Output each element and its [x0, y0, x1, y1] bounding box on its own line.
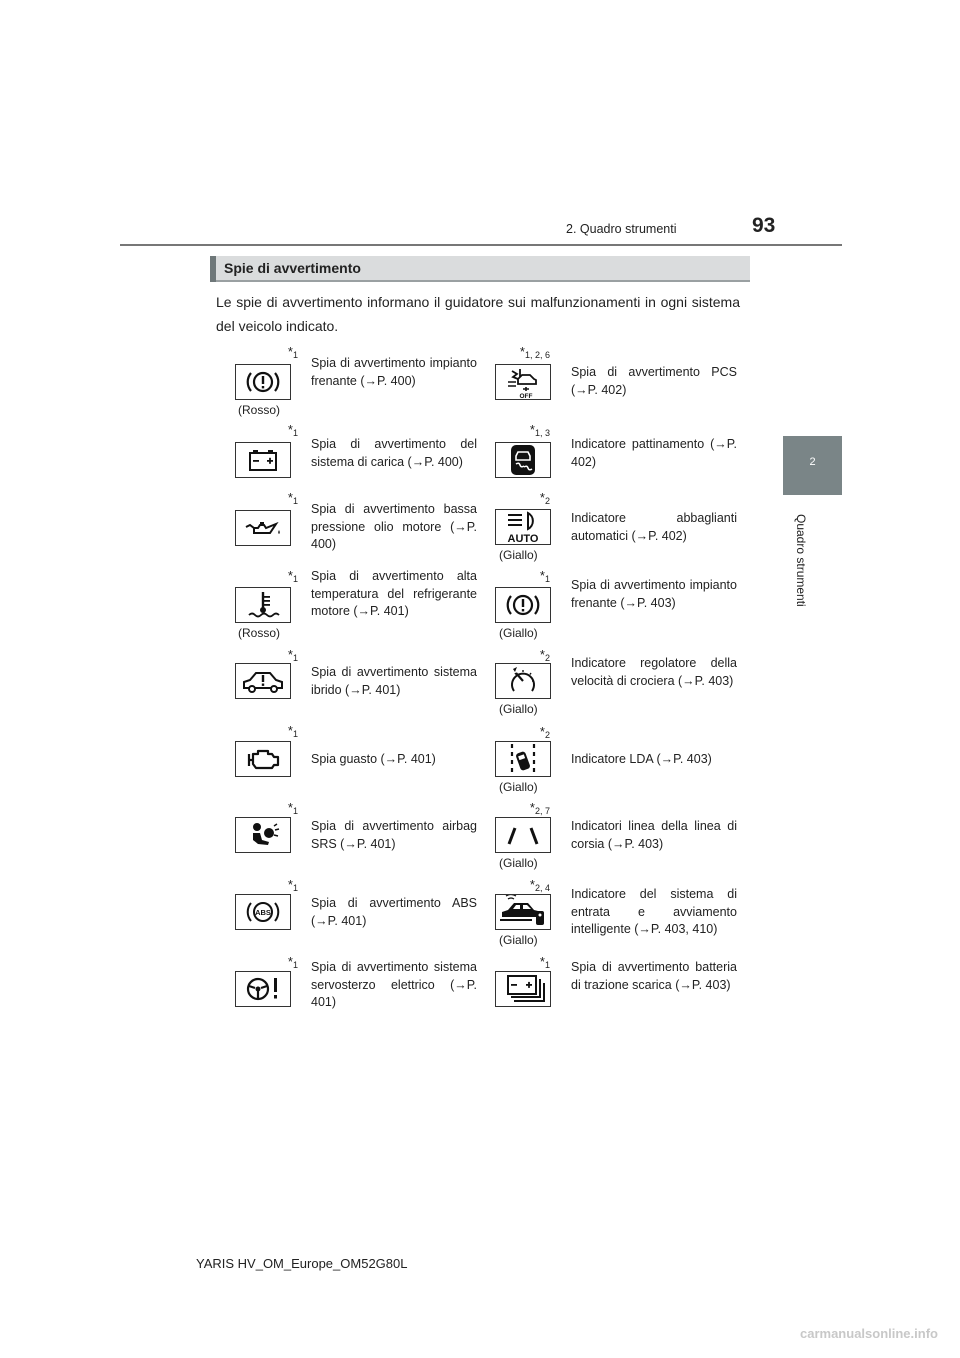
- footnote-mark: $*_1$: [539, 568, 550, 584]
- footnote-mark: $*_1$: [287, 800, 298, 816]
- footnote-mark: $*_{2, 7}$: [529, 800, 550, 816]
- banner-title: Spie di avvertimento: [224, 260, 361, 276]
- indicator-description: Indicatore del sistema di entrata e avviamento intelligente (→P. 403, 410): [571, 887, 737, 936]
- svg-text:AUTO: AUTO: [507, 533, 539, 544]
- footnote-mark: $*_{1, 3}$: [529, 422, 550, 438]
- color-note: (Rosso): [238, 626, 281, 640]
- check-engine-icon: [235, 741, 291, 777]
- indicator-description: Indicatore pattinamento (→P. 402): [571, 437, 737, 469]
- footnote-mark: $*_2$: [539, 724, 550, 740]
- chapter-label: Quadro strumenti: [794, 514, 808, 607]
- indicator-description: Spia di avvertimento ABS (→P. 401): [311, 896, 477, 928]
- header-rule: [120, 244, 842, 246]
- footnote-mark: $*_2$: [539, 647, 550, 663]
- footnote-mark: $*_1$: [287, 647, 298, 663]
- indicator-description: Spia di avvertimento bassa pressione olio motore (→P. 400): [311, 502, 477, 551]
- color-note: (Giallo): [499, 856, 538, 870]
- smart-entry-icon: [495, 894, 551, 930]
- footnote-mark: $*_1$: [287, 422, 298, 438]
- pcs-off-icon: [495, 364, 551, 400]
- footnote-mark: $*_1$: [287, 344, 298, 360]
- svg-text:ABS: ABS: [255, 908, 271, 917]
- hybrid-system-warning-icon: [235, 663, 291, 699]
- brake-warning-icon: [495, 587, 551, 623]
- power-steering-icon: [235, 971, 291, 1007]
- watermark: carmanualsonline.info: [800, 1326, 938, 1341]
- section-title: 2. Quadro strumenti: [566, 222, 677, 236]
- traction-battery-icon: [495, 971, 551, 1007]
- section-banner: [210, 256, 750, 282]
- cruise-control-icon: [495, 663, 551, 699]
- abs-icon: [235, 894, 291, 930]
- lane-departure-icon: [495, 741, 551, 777]
- chapter-tab: [783, 436, 842, 495]
- indicator-description: Spia di avvertimento impianto frenante (→P. 400): [311, 356, 477, 388]
- indicator-description: Spia di avvertimento PCS (→P. 402): [571, 365, 737, 397]
- coolant-temperature-icon: [235, 587, 291, 623]
- footnote-mark: $*_2$: [539, 490, 550, 506]
- battery-charge-icon: [235, 442, 291, 478]
- footnote-mark: $*_1$: [539, 954, 550, 970]
- oil-pressure-icon: [235, 510, 291, 546]
- auto-high-beam-icon: [495, 509, 551, 545]
- footnote-mark: $*_{2, 4}$: [529, 877, 550, 893]
- indicator-description: Indicatori linea della linea di corsia (→P. 403): [571, 819, 737, 851]
- indicator-description: Indicatore LDA (→P. 403): [571, 752, 712, 766]
- footnote-mark: $*_1$: [287, 490, 298, 506]
- footnote-mark: $*_1$: [287, 568, 298, 584]
- color-note: (Giallo): [499, 626, 538, 640]
- indicator-description: Indicatore regolatore della velocità di crociera (→P. 403): [571, 656, 737, 688]
- color-note: (Giallo): [499, 548, 538, 562]
- airbag-icon: [235, 817, 291, 853]
- footnote-mark: $*_1$: [287, 954, 298, 970]
- page-number: 93: [752, 214, 776, 237]
- color-note: (Rosso): [238, 403, 281, 417]
- footnote-mark: $*_1$: [287, 877, 298, 893]
- indicator-description: Spia di avvertimento impianto frenante (→P. 403): [571, 578, 737, 610]
- color-note: (Giallo): [499, 702, 538, 716]
- slip-indicator-icon: [495, 442, 551, 478]
- indicator-description: Spia guasto (→P. 401): [311, 752, 436, 766]
- indicator-description: Spia di avvertimento batteria di trazione scarica (→P. 403): [571, 960, 737, 992]
- indicator-description: Spia di avvertimento airbag SRS (→P. 401): [311, 819, 477, 851]
- footnote-mark: $*_{1, 2, 6}$: [519, 344, 550, 360]
- intro-text: Le spie di avvertimento informano il guidatore sui malfunzionamenti in ogni sistema del veicolo indicato.: [216, 294, 740, 334]
- indicator-description: Spia di avvertimento sistema servosterzo elettrico (→P. 401): [311, 960, 477, 1009]
- brake-warning-icon: [235, 364, 291, 400]
- svg-text:OFF: OFF: [519, 393, 533, 399]
- color-note: (Giallo): [499, 933, 538, 947]
- indicator-description: Spia di avvertimento alta temperatura del refrigerante motore (→P. 401): [311, 569, 477, 618]
- chapter-number: 2: [809, 456, 816, 468]
- footnote-mark: $*_1$: [287, 723, 298, 739]
- indicator-description: Spia di avvertimento sistema ibrido (→P. 401): [311, 665, 477, 697]
- indicator-description: Spia di avvertimento del sistema di carica (→P. 400): [311, 437, 477, 469]
- indicator-description: Indicatore abbaglianti automatici (→P. 402): [571, 511, 737, 543]
- lane-lines-icon: [495, 817, 551, 853]
- document-code: YARIS HV_OM_Europe_OM52G80L: [196, 1256, 408, 1271]
- color-note: (Giallo): [499, 780, 538, 794]
